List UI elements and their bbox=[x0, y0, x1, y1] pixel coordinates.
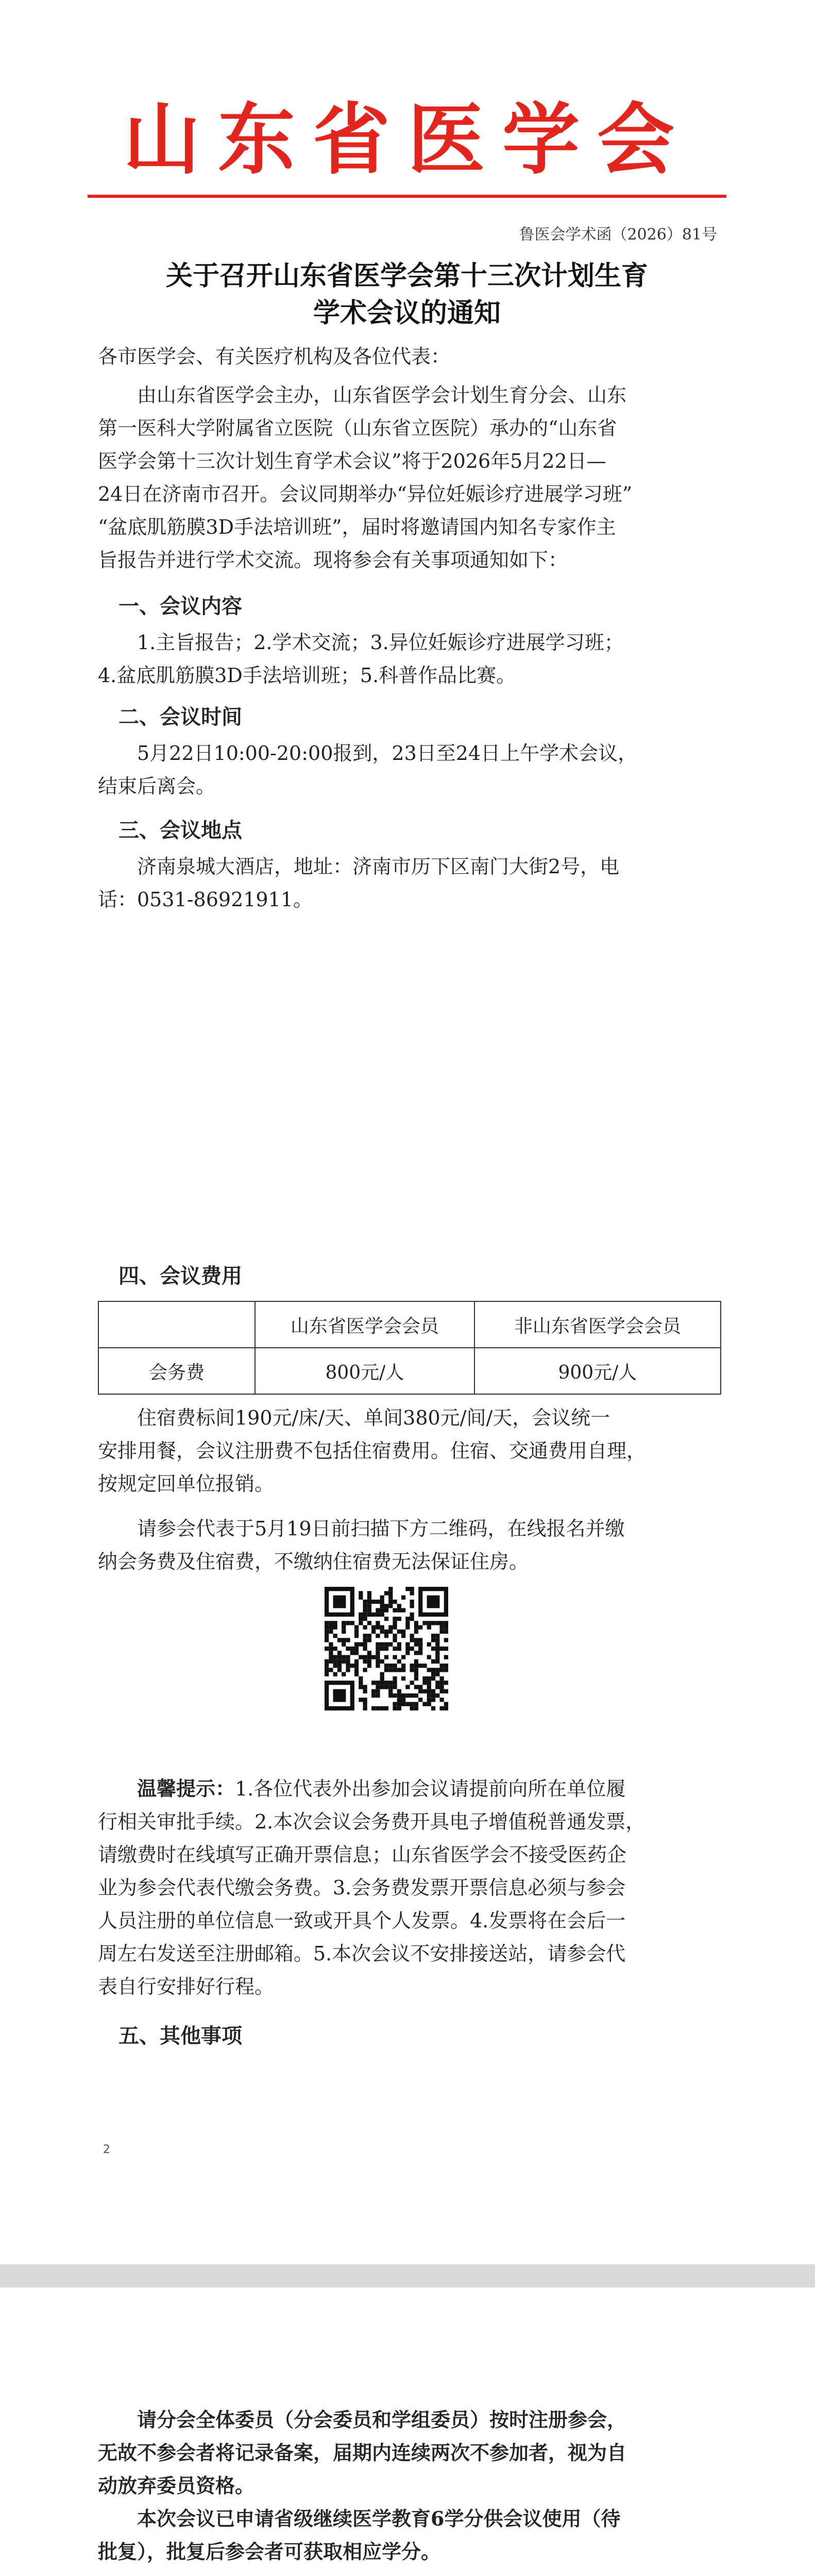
table-row bbox=[98, 1301, 721, 1348]
document-page-2 bbox=[0, 2287, 815, 2576]
lodging-line: 按规定回单位报销。 bbox=[98, 1472, 275, 1495]
notice-line: 动放弃委员资格。 bbox=[98, 2474, 255, 2497]
section-1-line: 4.盆底肌筋膜3D手法培训班；5.科普作品比赛。 bbox=[98, 664, 516, 687]
registration-paragraph bbox=[98, 1512, 716, 1578]
intro-line: 由山东省医学会主办，山东省医学会计划生育分会、山东 bbox=[137, 384, 627, 406]
intro-paragraph bbox=[98, 379, 716, 577]
tips-line: 行相关审批手续。2.本次会议会务费开具电子增值税普通发票， bbox=[98, 1810, 646, 1833]
notice-line: 无故不参会者将记录备案，届期内连续两次不参加者，视为自 bbox=[98, 2441, 627, 2464]
section-3-heading: 三、会议地点 bbox=[118, 819, 242, 842]
title-line-2: 学术会议的通知 bbox=[313, 297, 501, 329]
qr-code-icon bbox=[325, 1587, 448, 1710]
fee-table bbox=[98, 1301, 721, 1395]
document-number: 鲁医会学术函（2026）81号 bbox=[519, 226, 717, 244]
table-header-nonmember: 非山东省医学会会员 bbox=[474, 1301, 721, 1348]
section-3-body bbox=[98, 850, 716, 916]
intro-line: 24日在济南市召开。会议同期举办“异位妊娠诊疗进展学习班” bbox=[98, 483, 633, 505]
registration-qr-code[interactable] bbox=[325, 1587, 448, 1710]
intro-line: “盆底肌筋膜3D手法培训班”，届时将邀请国内知名专家作主 bbox=[98, 516, 616, 538]
document-title bbox=[98, 258, 716, 332]
tips-line: 请缴费时在线填写正确开票信息；山东省医学会不接受医药企 bbox=[98, 1843, 627, 1866]
contacts-label-block bbox=[98, 2573, 716, 2576]
section-5-heading: 五、其他事项 bbox=[118, 2024, 242, 2048]
tips-line: 表自行安排好行程。 bbox=[98, 1975, 275, 1998]
page-number: 2 bbox=[103, 2143, 110, 2156]
table-header-member: 山东省医学会会员 bbox=[255, 1301, 474, 1348]
section-1-body bbox=[98, 626, 716, 692]
member-fee-cell: 800元/人 bbox=[255, 1348, 474, 1394]
notice-line: 批复），批复后参会者可获取相应学分。 bbox=[98, 2540, 441, 2563]
lodging-line: 安排用餐，会议注册费不包括住宿费用。住宿、交通费用自理， bbox=[98, 1439, 647, 1462]
table-row-label: 会务费 bbox=[98, 1348, 255, 1394]
title-line-1: 关于召开山东省医学会第十三次计划生育 bbox=[165, 260, 648, 292]
lodging-paragraph bbox=[98, 1401, 716, 1500]
salutation bbox=[98, 340, 716, 373]
header-divider bbox=[88, 195, 726, 198]
intro-line: 旨报告并进行学术交流。现将参会有关事项通知如下： bbox=[98, 549, 568, 571]
tips-text: 1.各位代表外出参加会议请提前向所在单位履 bbox=[235, 1777, 626, 1800]
tips-line: 业为参会代表代缴会务费。3.会务费发票开票信息必须与参会 bbox=[98, 1876, 626, 1899]
section-3-line: 济南泉城大酒店，地址：济南市历下区南门大街2号，电 bbox=[137, 855, 620, 878]
tips-paragraph bbox=[98, 1772, 716, 2003]
tips-line: 周左右发送至注册邮箱。5.本次会议不安排接送站，请参会代 bbox=[98, 1942, 626, 1965]
tips-label: 温馨提示： bbox=[137, 1777, 235, 1800]
table-row bbox=[98, 1348, 721, 1394]
section-2-heading: 二、会议时间 bbox=[118, 705, 242, 729]
section-4-heading: 四、会议费用 bbox=[118, 1264, 242, 1288]
registration-line: 纳会务费及住宿费，不缴纳住宿费无法保证住房。 bbox=[98, 1550, 529, 1573]
section-3-line: 话：0531-86921911。 bbox=[98, 888, 313, 911]
registration-line: 请参会代表于5月19日前扫描下方二维码，在线报名并缴 bbox=[137, 1517, 625, 1540]
org-header-title: 山东省医学会 bbox=[123, 95, 692, 185]
contacts-label bbox=[98, 2573, 716, 2576]
intro-line: 第一医科大学附属省立医院（山东省立医院）承办的“山东省 bbox=[98, 417, 617, 439]
lodging-line: 住宿费标间190元/床/天、单间380元/间/天，会议统一 bbox=[137, 1406, 610, 1429]
tips-line: 人员注册的单位信息一致或开具个人发票。4.发票将在会后一 bbox=[98, 1909, 626, 1932]
tips-line bbox=[98, 1772, 716, 1805]
section-2-body bbox=[98, 737, 716, 803]
section-2-line: 5月22日10:00-20:00报到，23日至24日上午学术会议， bbox=[137, 742, 638, 765]
salutation-text: 各市医学会、有关医疗机构及各位代表： bbox=[98, 345, 451, 368]
nonmember-fee-cell: 900元/人 bbox=[474, 1348, 721, 1394]
notice-line: 本次会议已申请省级继续医学教育6学分供会议使用（待 bbox=[137, 2507, 621, 2530]
committee-notice bbox=[98, 2403, 716, 2568]
section-1-heading: 一、会议内容 bbox=[118, 595, 242, 618]
section-1-line: 1.主旨报告；2.学术交流；3.异位妊娠诊疗进展学习班； bbox=[137, 631, 624, 654]
table-header-empty bbox=[98, 1301, 255, 1348]
notice-line: 请分会全体委员（分会委员和学组委员）按时注册参会， bbox=[137, 2408, 627, 2431]
intro-line: 医学会第十三次计划生育学术会议”将于2026年5月22日— bbox=[98, 450, 606, 472]
section-2-line: 结束后离会。 bbox=[98, 775, 216, 798]
